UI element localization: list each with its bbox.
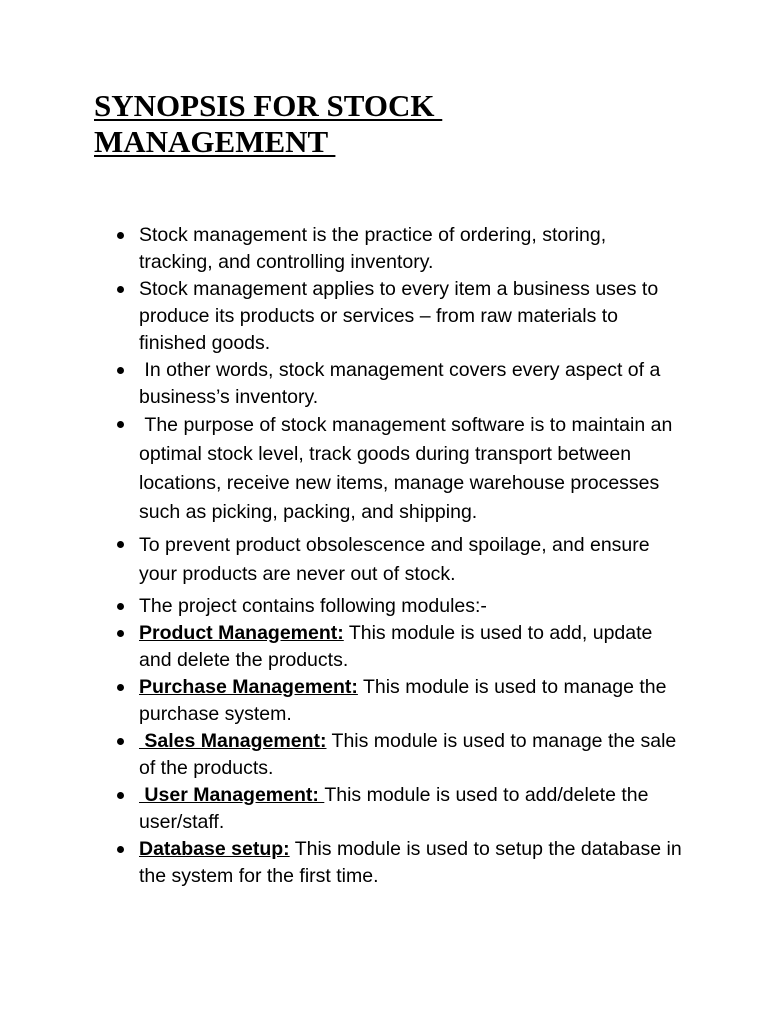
module-description: This module is used to add, update and delete the products.: [139, 622, 658, 671]
module-item-product-management: [139, 620, 684, 674]
module-description: This module is used to manage the purchase system.: [139, 676, 672, 725]
module-item-purchase-management: [139, 674, 684, 728]
module-description: This module is used to setup the database in the system for the first time.: [139, 838, 688, 887]
module-item-database-setup: [139, 836, 688, 890]
bullet-item: In other words, stock management covers every aspect of a business’s inventory.: [139, 357, 684, 411]
module-name: User Management:: [139, 784, 325, 806]
bullet-item: Stock management is the practice of ordering, storing, tracking, and controlling inventory.: [139, 222, 684, 276]
module-name: Product Management:: [139, 622, 344, 644]
document-title-line-1: SYNOPSIS FOR STOCK: [94, 88, 443, 123]
module-name: Sales Management:: [139, 730, 327, 752]
module-name: Purchase Management:: [139, 676, 358, 698]
document-title: [94, 88, 614, 160]
document-title-line-2: MANAGEMENT: [94, 124, 336, 159]
bullet-item: To prevent product obsolescence and spoilage, and ensure your products are never out of stock.: [139, 531, 684, 589]
module-description: This module is used to add/delete the user/staff.: [139, 784, 654, 833]
bullet-item: Stock management applies to every item a business uses to produce its products or services – from raw materials to finished goods.: [139, 276, 684, 357]
module-description: This module is used to manage the sale of the products.: [139, 730, 682, 779]
bullet-item: The purpose of stock management software is to maintain an optimal stock level, track goods during transport between locations, receive new items, manage warehouse processes such as picking, packing, and shipping.: [139, 411, 684, 527]
bullet-item: The project contains following modules:-: [139, 593, 684, 620]
module-item-sales-management: [139, 728, 684, 782]
module-item-user-management: [139, 782, 684, 836]
module-name: Database setup:: [139, 838, 290, 860]
bullet-list: [139, 222, 688, 890]
